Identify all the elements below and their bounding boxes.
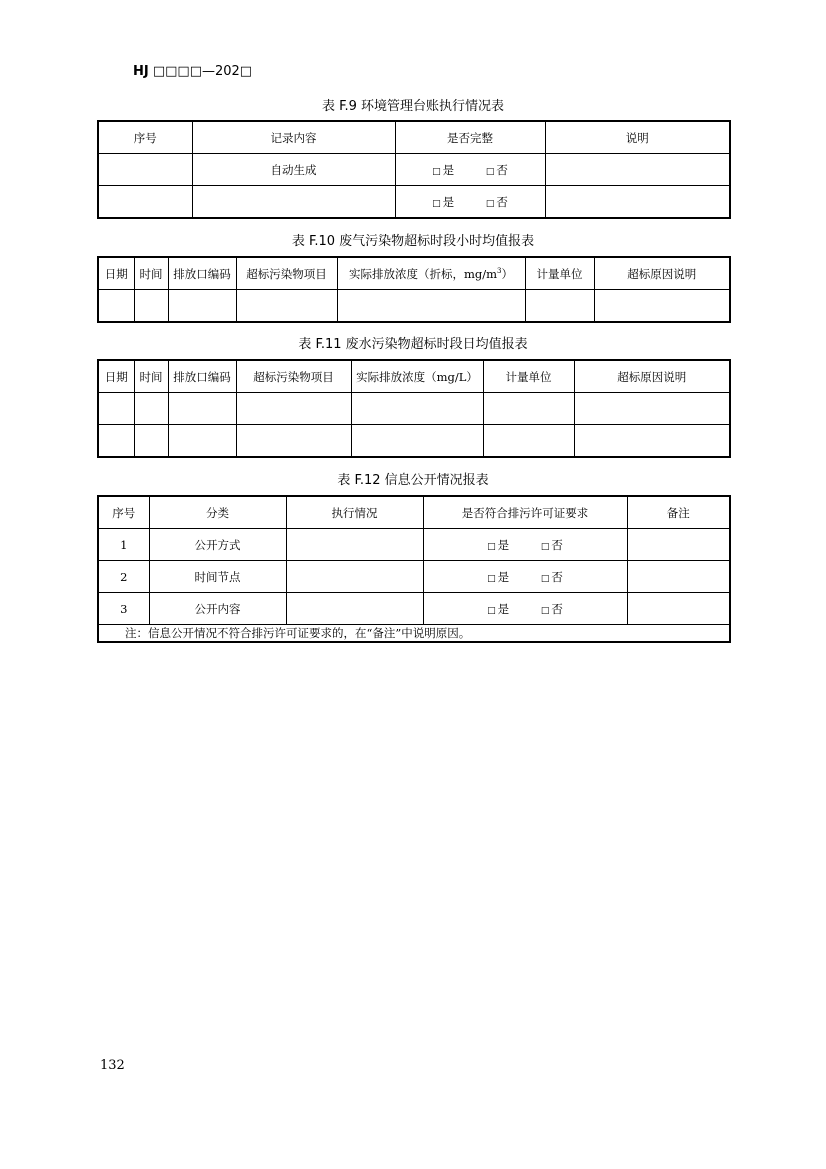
empty-cell [134, 425, 168, 458]
table-row [98, 529, 730, 561]
cell-content [192, 186, 395, 219]
header-cell: 记录内容 [192, 121, 395, 154]
empty-cell [168, 290, 236, 323]
no-option[interactable]: □ 否 [485, 162, 508, 177]
table-row [98, 154, 730, 186]
empty-cell [134, 393, 168, 425]
table-header-row [98, 257, 730, 290]
table-row [98, 393, 730, 425]
cell-no: 2 [98, 561, 149, 593]
table-row [98, 186, 730, 219]
header-cell: 序号 [98, 121, 192, 154]
table-row [98, 561, 730, 593]
empty-cell [574, 425, 730, 458]
table-header-row [98, 121, 730, 154]
header-cell: 时间 [134, 257, 168, 290]
cell-category: 时间节点 [149, 561, 286, 593]
table-note: 注：信息公开情况不符合排污许可证要求的，在“备注”中说明原因。 [98, 625, 730, 643]
empty-cell [594, 290, 730, 323]
empty-cell [98, 290, 134, 323]
header-cell: 计量单位 [525, 257, 594, 290]
checkbox-icon: □ [540, 573, 550, 584]
table-f9-caption: 表 F.9 环境管理台账执行情况表 [321, 99, 505, 114]
table-row [98, 425, 730, 458]
table-f10-caption: 表 F.10 废气污染物超标时段小时均值报表 [291, 234, 535, 249]
cell-compliance [423, 529, 627, 561]
cell-remark [627, 593, 730, 625]
table-note-row [98, 625, 730, 643]
header-cell: 执行情况 [286, 496, 423, 529]
header-cell: 日期 [98, 257, 134, 290]
cell-desc [545, 186, 730, 219]
checkbox-icon: □ [540, 605, 550, 616]
table-f11 [97, 359, 731, 458]
no-option[interactable]: □ 否 [485, 194, 508, 209]
checkbox-icon: □ [432, 166, 441, 177]
header-cell: 计量单位 [483, 360, 574, 393]
empty-cell [98, 393, 134, 425]
empty-cell [483, 425, 574, 458]
empty-cell [574, 393, 730, 425]
header-cell: 超标污染物项目 [236, 257, 337, 290]
empty-cell [134, 290, 168, 323]
cell-remark [627, 561, 730, 593]
checkbox-icon: □ [487, 605, 496, 616]
cell-status [286, 561, 423, 593]
cell-complete [395, 154, 545, 186]
header-cell: 备注 [627, 496, 730, 529]
cell-no [98, 186, 192, 219]
header-cell: 说明 [545, 121, 730, 154]
header-cell: 排放口编码 [168, 360, 236, 393]
empty-cell [351, 425, 483, 458]
no-option[interactable]: □ 否 [540, 569, 563, 584]
empty-cell [168, 425, 236, 458]
yes-option[interactable]: □ 是 [432, 162, 455, 177]
cell-no [98, 154, 192, 186]
empty-cell [168, 393, 236, 425]
checkbox-icon: □ [485, 166, 495, 177]
checkbox-icon: □ [485, 198, 495, 209]
checkbox-icon: □ [540, 541, 550, 552]
cell-category: 公开方式 [149, 529, 286, 561]
cell-compliance [423, 593, 627, 625]
cell-complete [395, 186, 545, 219]
standard-number: □□□□—202□ [152, 64, 253, 79]
cell-status [286, 529, 423, 561]
empty-cell [483, 393, 574, 425]
header-cell: 时间 [134, 360, 168, 393]
cell-desc [545, 154, 730, 186]
header-cell: 是否符合排污许可证要求 [423, 496, 627, 529]
standard-code: HJ [133, 64, 149, 79]
header-cell: 实际排放浓度（mg/L） [351, 360, 483, 393]
header-cell: 序号 [98, 496, 149, 529]
yes-option[interactable]: □ 是 [432, 194, 455, 209]
table-f11-caption: 表 F.11 废水污染物超标时段日均值报表 [298, 337, 528, 352]
yes-option[interactable]: □ 是 [487, 601, 510, 616]
header-cell: 超标原因说明 [594, 257, 730, 290]
checkbox-icon: □ [487, 541, 496, 552]
empty-cell [236, 425, 351, 458]
table-row [98, 290, 730, 323]
header-cell: 排放口编码 [168, 257, 236, 290]
table-header-row [98, 496, 730, 529]
yes-option[interactable]: □ 是 [487, 569, 510, 584]
checkbox-icon: □ [432, 198, 441, 209]
no-option[interactable]: □ 否 [540, 601, 563, 616]
table-f9 [97, 120, 731, 219]
checkbox-icon: □ [487, 573, 496, 584]
cell-no: 3 [98, 593, 149, 625]
table-f12-caption: 表 F.12 信息公开情况报表 [337, 473, 489, 488]
table-f10 [97, 256, 731, 323]
header-cell: 实际排放浓度（折标，$mg/m^3$） [337, 257, 525, 290]
no-option[interactable]: □ 否 [540, 537, 563, 552]
header-cell: 超标原因说明 [574, 360, 730, 393]
table-header-row [98, 360, 730, 393]
header-cell: 超标污染物项目 [236, 360, 351, 393]
cell-compliance [423, 561, 627, 593]
header-cell: 是否完整 [395, 121, 545, 154]
cell-status [286, 593, 423, 625]
yes-option[interactable]: □ 是 [487, 537, 510, 552]
document-header [133, 64, 252, 79]
cell-no: 1 [98, 529, 149, 561]
empty-cell [236, 290, 337, 323]
empty-cell [236, 393, 351, 425]
empty-cell [351, 393, 483, 425]
cell-category: 公开内容 [149, 593, 286, 625]
header-cell: 分类 [149, 496, 286, 529]
table-row [98, 593, 730, 625]
empty-cell [337, 290, 525, 323]
page-number: 132 [100, 1058, 125, 1073]
empty-cell [98, 425, 134, 458]
cell-content: 自动生成 [192, 154, 395, 186]
empty-cell [525, 290, 594, 323]
table-f12 [97, 495, 731, 643]
cell-remark [627, 529, 730, 561]
header-cell: 日期 [98, 360, 134, 393]
